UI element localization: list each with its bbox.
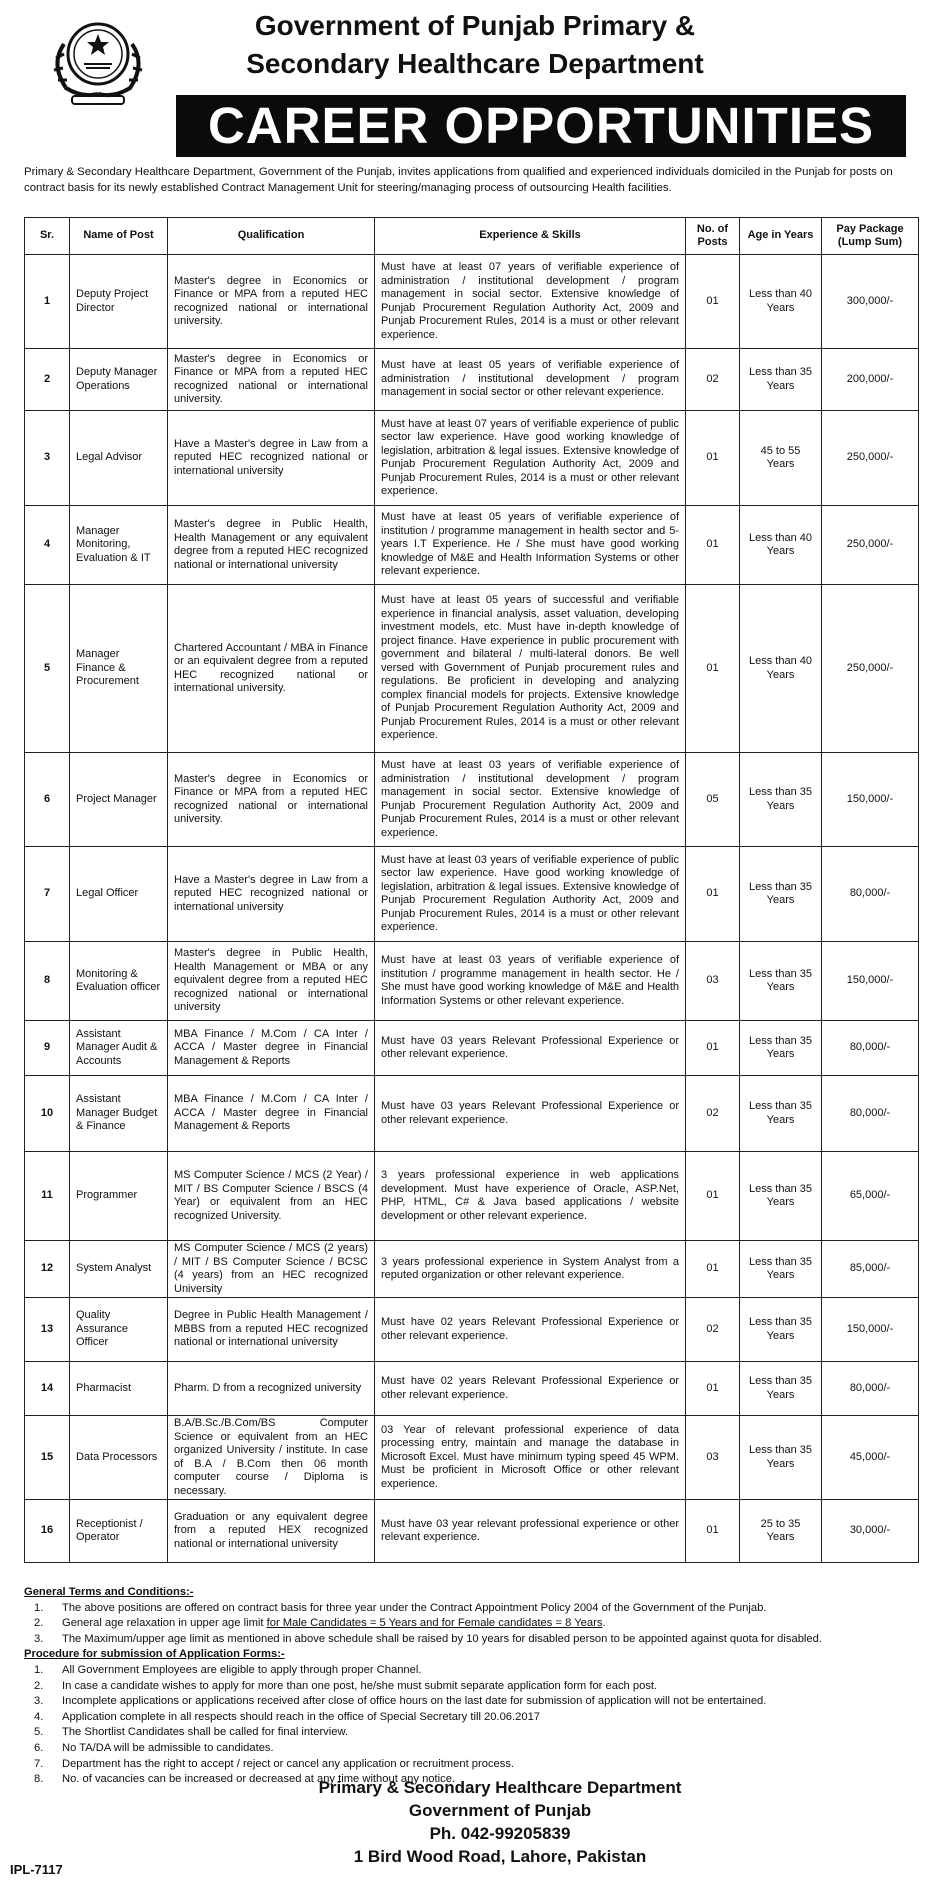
- cell-experience: Must have at least 07 years of verifiable experience of public sector law experience. Have good working knowledge of legislation, arbitration & legal issues. Extensive knowledge of Punjab Procurement Regulation Authority Act, 2009 and Punjab Procurement Rules, 2014 is a must or other relevant experience.: [375, 411, 686, 506]
- table-row: [25, 585, 919, 753]
- table-row: [25, 847, 919, 942]
- cell-pay-package: 150,000/-: [822, 942, 919, 1021]
- list-item: 2. In case a candidate wishes to apply for more than one post, he/she must submit separate application form for each post.: [34, 1679, 658, 1692]
- footer-department: Primary & Secondary Healthcare Department: [318, 1778, 682, 1797]
- cell-no-of-posts: 02: [686, 349, 740, 411]
- list-item: 8. No. of vacancies can be increased or decreased at any time without any notice.: [34, 1773, 456, 1786]
- cell-qualification: MS Computer Science / MCS (2 years) / MIT / BS Computer Science / BCSC (4 years) from an HEC recognized University: [168, 1241, 375, 1298]
- cell-post-name: Quality Assurance Officer: [70, 1298, 168, 1362]
- cell-sr: 6: [25, 753, 70, 847]
- cell-pay-package: 80,000/-: [822, 1362, 919, 1416]
- table-row: [25, 942, 919, 1021]
- list-item: 2. General age relaxation in upper age limit for Male Candidates = 5 Years and for Female candidates = 8 Years.: [34, 1617, 606, 1630]
- cell-experience: Must have at least 03 years of verifiable experience of public sector law experience. Have good working knowledge of legislation, arbitration & legal issues. Extensive knowledge of Punjab Procurement Regulation Authority Act, 2009 and Punjab Procurement Rules, 2014 is a must or other relevant experience.: [375, 847, 686, 942]
- cell-qualification: Pharm. D from a recognized university: [168, 1362, 375, 1416]
- cell-qualification: Have a Master's degree in Law from a reputed HEC recognized national or international university: [168, 847, 375, 942]
- cell-experience: Must have 03 years Relevant Professional Experience or other relevant experience.: [375, 1021, 686, 1076]
- cell-age: Less than 35 Years: [740, 1021, 822, 1076]
- table-row: [25, 1416, 919, 1500]
- general-terms-heading: General Terms and Conditions:-: [24, 1586, 194, 1598]
- header-age: Age in Years: [740, 218, 822, 255]
- cell-experience: Must have 02 years Relevant Professional Experience or other relevant experience.: [375, 1298, 686, 1362]
- cell-experience: Must have at least 03 years of verifiable experience of institution / programme management in health sector. He / She must have good working knowledge of M&E and Health Information Systems or other relevant experience.: [375, 942, 686, 1021]
- header-no-of-posts: No. of Posts: [686, 218, 740, 255]
- table-row: [25, 1241, 919, 1298]
- cell-experience: 03 Year of relevant professional experience of data processing entry, maintain and manage the database in Microsoft Excel. Must have minimum typing speed 45 WPM. Must be proficient in Microsoft Office or other relevant experience.: [375, 1416, 686, 1500]
- footer-address: 1 Bird Wood Road, Lahore, Pakistan: [353, 1847, 647, 1866]
- cell-pay-package: 65,000/-: [822, 1152, 919, 1241]
- cell-no-of-posts: 03: [686, 1416, 740, 1500]
- header-title-line1: Government of Punjab Primary &: [254, 10, 696, 41]
- cell-qualification: Degree in Public Health Management / MBBS from a reputed HEC recognized national or international university: [168, 1298, 375, 1362]
- cell-sr: 8: [25, 942, 70, 1021]
- table-row: [25, 1362, 919, 1416]
- cell-sr: 10: [25, 1076, 70, 1152]
- cell-post-name: Assistant Manager Budget & Finance: [70, 1076, 168, 1152]
- ad-reference-code: IPL-7117: [10, 1862, 63, 1877]
- list-item: 5. The Shortlist Candidates shall be called for final interview.: [34, 1726, 349, 1739]
- list-item: 6. No TA/DA will be admissible to candidates.: [34, 1741, 274, 1754]
- cell-qualification: B.A/B.Sc./B.Com/BS Computer Science or equivalent from an HEC organized University / institute. In case of B.A / B.Com then 06 month computer course / Diploma is necessary.: [168, 1416, 375, 1500]
- header-experience: Experience & Skills: [375, 218, 686, 255]
- cell-qualification: MS Computer Science / MCS (2 Year) / MIT / BS Computer Science / BSCS (4 Year) or equivalent from an HEC recognized University.: [168, 1152, 375, 1241]
- list-item: 7. Department has the right to accept / reject or cancel any application or recruitment process.: [34, 1757, 515, 1770]
- cell-qualification: MBA Finance / M.Com / CA Inter / ACCA / Master degree in Financial Management & Reports: [168, 1076, 375, 1152]
- cell-post-name: Legal Advisor: [70, 411, 168, 506]
- cell-experience: Must have 03 year relevant professional experience or other relevant experience.: [375, 1500, 686, 1563]
- table-row: [25, 255, 919, 349]
- table-row: [25, 1152, 919, 1241]
- cell-pay-package: 150,000/-: [822, 1298, 919, 1362]
- cell-post-name: Manager Finance & Procurement: [70, 585, 168, 753]
- procedure-heading: Procedure for submission of Application Forms:-: [24, 1648, 285, 1661]
- cell-qualification: Graduation or any equivalent degree from a reputed HEX recognized national or international university: [168, 1500, 375, 1563]
- cell-age: Less than 40 Years: [740, 255, 822, 349]
- cell-post-name: Manager Monitoring, Evaluation & IT: [70, 506, 168, 585]
- cell-pay-package: 200,000/-: [822, 349, 919, 411]
- table-row: [25, 753, 919, 847]
- cell-age: 45 to 55 Years: [740, 411, 822, 506]
- cell-experience: Must have 02 years Relevant Professional Experience or other relevant experience.: [375, 1362, 686, 1416]
- cell-pay-package: 150,000/-: [822, 753, 919, 847]
- cell-post-name: Deputy Manager Operations: [70, 349, 168, 411]
- cell-experience: Must have at least 07 years of verifiable experience of administration / institutional development / program management in social sector. Extensive knowledge of Punjab Procurement Regulation Authority Act, 2009 and Punjab Procurement Rules, 2014 is a must or other relevant experience.: [375, 255, 686, 349]
- cell-sr: 4: [25, 506, 70, 585]
- cell-post-name: Legal Officer: [70, 847, 168, 942]
- cell-age: Less than 35 Years: [740, 1076, 822, 1152]
- footer-government: Government of Punjab: [408, 1801, 592, 1820]
- cell-experience: Must have at least 05 years of verifiable experience of administration / institutional development / program management in social sector or other relevant experience.: [375, 349, 686, 411]
- list-item: 4. Application complete in all respects should reach in the office of Special Secretary till 20.06.2017: [34, 1710, 541, 1723]
- cell-qualification: MBA Finance / M.Com / CA Inter / ACCA / Master degree in Financial Management & Reports: [168, 1021, 375, 1076]
- cell-experience: Must have at least 05 years of successful and verifiable experience in financial analysis, asset valuation, developing investment models, etc. Must have in-depth knowledge of project finance. Have experience in public procurement with government and bilateral / multi-lateral donors. Be well versed with Government of Punjab procurement rules and regulations. Be proficient in developing and analyzing complex financial models for projects. Extensive knowledge of Punjab Procurement Regulation Authority Act, 2009 and Punjab Procurement Rules, 2014 is a must or other relevant experience.: [375, 585, 686, 753]
- cell-experience: 3 years professional experience in web applications development. Must have experience of Oracle, ASP.Net, PHP, HTML, C# & Java based applications / website development or other relevant experience.: [375, 1152, 686, 1241]
- cell-no-of-posts: 03: [686, 942, 740, 1021]
- list-item: 3. Incomplete applications or applications received after close of office hours on the last date for submission of application will not be entertained.: [34, 1695, 767, 1708]
- cell-pay-package: 80,000/-: [822, 847, 919, 942]
- cell-sr: 2: [25, 349, 70, 411]
- cell-age: Less than 40 Years: [740, 585, 822, 753]
- cell-experience: Must have at least 03 years of verifiable experience of administration / institutional development / program management in social sector. Extensive knowledge of Punjab Procurement Regulation Authority Act, 2009 and Punjab Procurement Rules, 2014 is a must or other relevant experience.: [375, 753, 686, 847]
- cell-no-of-posts: 05: [686, 753, 740, 847]
- table-row: [25, 1021, 919, 1076]
- cell-experience: Must have at least 05 years of verifiable experience of institution / programme management in health sector and 5-years I.T Experience. He / She must have good working knowledge of M&E and Health Information Systems or other relevant experience.: [375, 506, 686, 585]
- cell-age: Less than 40 Years: [740, 506, 822, 585]
- positions-table: [24, 217, 919, 1563]
- cell-age: Less than 35 Years: [740, 1152, 822, 1241]
- cell-qualification: Master's degree in Economics or Finance or MPA from a reputed HEC recognized national or international university.: [168, 255, 375, 349]
- career-opportunities-banner: CAREER OPPORTUNITIES: [176, 95, 906, 157]
- cell-sr: 11: [25, 1152, 70, 1241]
- list-item: 1. The above positions are offered on contract basis for three year under the Contract Appointment Policy 2004 of the Government of the Punjab.: [34, 1601, 767, 1614]
- cell-post-name: Deputy Project Director: [70, 255, 168, 349]
- cell-post-name: Programmer: [70, 1152, 168, 1241]
- cell-qualification: Master's degree in Public Health, Health Management or any equivalent degree from a reputed HEC recognized national or international university: [168, 506, 375, 585]
- cell-no-of-posts: 01: [686, 847, 740, 942]
- header-pay: Pay Package (Lump Sum): [822, 218, 919, 255]
- cell-no-of-posts: 01: [686, 1362, 740, 1416]
- header-qualification: Qualification: [168, 218, 375, 255]
- cell-no-of-posts: 02: [686, 1298, 740, 1362]
- cell-age: Less than 35 Years: [740, 1362, 822, 1416]
- cell-age: Less than 35 Years: [740, 942, 822, 1021]
- cell-experience: Must have 03 years Relevant Professional Experience or other relevant experience.: [375, 1076, 686, 1152]
- cell-pay-package: 250,000/-: [822, 585, 919, 753]
- cell-pay-package: 250,000/-: [822, 411, 919, 506]
- cell-pay-package: 250,000/-: [822, 506, 919, 585]
- cell-age: 25 to 35 Years: [740, 1500, 822, 1563]
- table-row: [25, 1500, 919, 1563]
- cell-no-of-posts: 01: [686, 411, 740, 506]
- cell-qualification: Master's degree in Public Health, Health Management or MBA or any equivalent degree from a reputed HEC recognized national or international university: [168, 942, 375, 1021]
- table-row: [25, 1076, 919, 1152]
- cell-post-name: System Analyst: [70, 1241, 168, 1298]
- cell-age: Less than 35 Years: [740, 349, 822, 411]
- cell-sr: 14: [25, 1362, 70, 1416]
- footer-phone: Ph. 042-99205839: [429, 1824, 571, 1843]
- cell-age: Less than 35 Years: [740, 1298, 822, 1362]
- cell-post-name: Receptionist / Operator: [70, 1500, 168, 1563]
- list-item: 3. The Maximum/upper age limit as mentioned in above schedule shall be raised by 10 years for disabled person to be appointed against quota for disabled.: [34, 1632, 822, 1645]
- table-row: [25, 349, 919, 411]
- cell-no-of-posts: 01: [686, 585, 740, 753]
- cell-pay-package: 80,000/-: [822, 1076, 919, 1152]
- cell-age: Less than 35 Years: [740, 1416, 822, 1500]
- cell-post-name: Monitoring & Evaluation officer: [70, 942, 168, 1021]
- cell-qualification: Master's degree in Economics or Finance or MPA from a reputed HEC recognized national or international university.: [168, 753, 375, 847]
- cell-qualification: Chartered Accountant / MBA in Finance or an equivalent degree from a reputed HEC recognized national or international university.: [168, 585, 375, 753]
- cell-post-name: Project Manager: [70, 753, 168, 847]
- cell-experience: 3 years professional experience in System Analyst from a reputed organization or other relevant experience.: [375, 1241, 686, 1298]
- table-row: [25, 506, 919, 585]
- cell-sr: 13: [25, 1298, 70, 1362]
- header-post: Name of Post: [70, 218, 168, 255]
- cell-sr: 7: [25, 847, 70, 942]
- cell-pay-package: 80,000/-: [822, 1021, 919, 1076]
- cell-no-of-posts: 01: [686, 1500, 740, 1563]
- cell-no-of-posts: 01: [686, 1152, 740, 1241]
- table-header-row: [25, 218, 919, 255]
- cell-no-of-posts: 01: [686, 506, 740, 585]
- cell-age: Less than 35 Years: [740, 753, 822, 847]
- cell-no-of-posts: 01: [686, 1241, 740, 1298]
- cell-age: Less than 35 Years: [740, 847, 822, 942]
- cell-no-of-posts: 01: [686, 255, 740, 349]
- cell-age: Less than 35 Years: [740, 1241, 822, 1298]
- cell-post-name: Assistant Manager Audit & Accounts: [70, 1021, 168, 1076]
- terms-section: [24, 1585, 918, 1788]
- cell-pay-package: 30,000/-: [822, 1500, 919, 1563]
- cell-pay-package: 85,000/-: [822, 1241, 919, 1298]
- cell-sr: 16: [25, 1500, 70, 1563]
- cell-sr: 12: [25, 1241, 70, 1298]
- cell-qualification: Master's degree in Economics or Finance or MPA from a reputed HEC recognized national or international university.: [168, 349, 375, 411]
- punjab-seal-icon: [42, 14, 154, 110]
- intro-paragraph: Primary & Secondary Healthcare Department, Government of the Punjab, invites applications from qualified and experienced individuals domiciled in the Punjab for posts on contract basis for its newly established Contract Management Unit for steering/managing process of outsourcing Health facilities.: [24, 166, 893, 194]
- table-row: [25, 411, 919, 506]
- cell-sr: 9: [25, 1021, 70, 1076]
- cell-pay-package: 300,000/-: [822, 255, 919, 349]
- cell-pay-package: 45,000/-: [822, 1416, 919, 1500]
- table-row: [25, 1298, 919, 1362]
- cell-post-name: Pharmacist: [70, 1362, 168, 1416]
- cell-no-of-posts: 01: [686, 1021, 740, 1076]
- cell-post-name: Data Processors: [70, 1416, 168, 1500]
- cell-sr: 15: [25, 1416, 70, 1500]
- cell-sr: 3: [25, 411, 70, 506]
- cell-sr: 5: [25, 585, 70, 753]
- cell-sr: 1: [25, 255, 70, 349]
- header-title-line2: Secondary Healthcare Department: [246, 48, 704, 79]
- cell-qualification: Have a Master's degree in Law from a reputed HEC recognized national or international university: [168, 411, 375, 506]
- list-item: 1. All Government Employees are eligible to apply through proper Channel.: [34, 1663, 422, 1676]
- header-sr: Sr.: [25, 218, 70, 255]
- cell-no-of-posts: 02: [686, 1076, 740, 1152]
